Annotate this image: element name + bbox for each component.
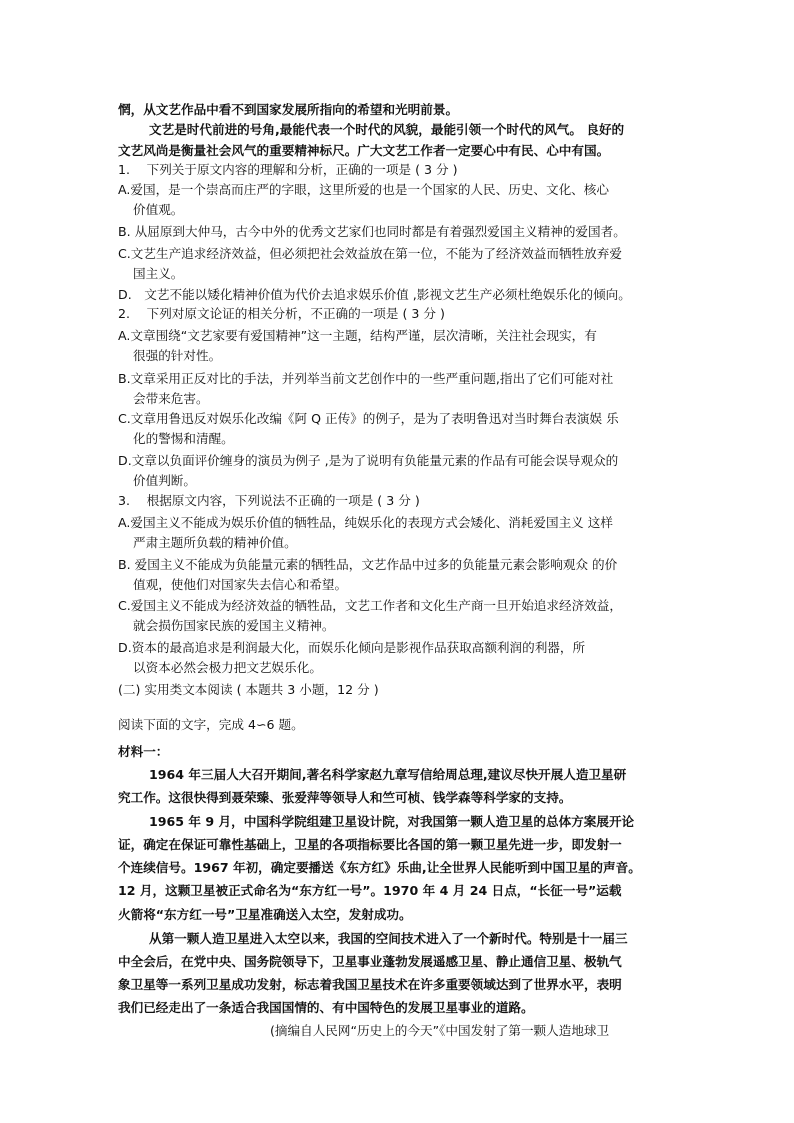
question-3-option-b: B. 爱国主义不能成为负能量元素的牺牲品，文艺作品中过多的负能量元素会影响观众 的价: [118, 557, 618, 572]
question-1-option-c: C.文艺生产追求经济效益，但必须把社会效益放在第一位，不能为了经济效益而牺牲放弃爱: [118, 246, 622, 261]
material-1-p1-line-2: 究工作。这很快得到聂荣臻、张爱萍等领导人和竺可桢、钱学森等科学家的支持。: [118, 790, 572, 805]
question-3-option-a: A.爱国主义不能成为娱乐价值的牺牲品，纯娱乐化的表现方式会矮化、消耗爱国主义 这样: [118, 515, 613, 530]
question-2-option-c: C.文章用鲁迅反对娱乐化改编《阿 Q 正传》的例子，是为了表明鲁迅对当时舞台表演娱 乐: [118, 411, 619, 426]
question-1-option-a-cont: 价值观。: [133, 202, 184, 217]
section-2-heading: (二) 实用类文本阅读 ( 本题共 3 小题，12 分 ): [118, 682, 379, 697]
question-1-option-a: A.爱国，是一个崇高而庄严的字眼，这里所爱的也是一个国家的人民、历史、文化、核心: [118, 182, 609, 197]
intro-line-2: 文艺是时代前进的号角,最能代表一个时代的风貌，最能引领一个时代的风气。 良好的: [149, 122, 625, 137]
question-3-option-d-cont: 以资本必然会极力把文艺娱乐化。: [133, 660, 322, 675]
question-3-option-c: C.爱国主义不能成为经济效益的牺牲品，文艺工作者和文化生产商一旦开始追求经济效益，: [118, 598, 622, 613]
question-3-option-a-cont: 严肃主题所负载的精神价值。: [133, 535, 297, 550]
question-1-stem: 1. 下列关于原文内容的理解和分析，正确的一项是 ( 3 分 ): [118, 162, 458, 177]
question-2-option-d: D.文章以负面评价缠身的演员为例子 ,是为了说明有负能量元素的作品有可能会误导观众的: [118, 453, 619, 468]
material-1-p2-line-3: 个连续信号。1967 年初，确定要播送《东方红》乐曲,让全世界人民能听到中国卫星的声音。: [118, 860, 641, 875]
question-2-option-c-cont: 化的警惕和清醒。: [133, 431, 234, 446]
question-3-option-b-cont: 值观，使他们对国家失去信心和希望。: [133, 577, 348, 592]
question-1-option-c-cont: 国主义。: [133, 266, 184, 281]
intro-line-3: 文艺风尚是衡量社会风气的重要精神标尺。广大文艺工作者一定要心中有民、心中有国。: [118, 143, 610, 158]
question-1-option-b: B. 从屈原到大仲马，古今中外的优秀文艺家们也同时都是有着强烈爱国主义精神的爱国者。: [118, 224, 626, 239]
question-3-option-c-cont: 就会损伤国家民族的爱国主义精神。: [133, 618, 335, 633]
intro-line-1: 惘，从文艺作品中看不到国家发展所指向的希望和光明前景。: [118, 102, 459, 117]
material-1-label: 材料一：: [118, 744, 169, 759]
question-3-option-d: D.资本的最高追求是利润最大化，而娱乐化倾向是影视作品获取高额利润的利器，所: [118, 640, 586, 655]
material-1-p3-line-1: 从第一颗人造卫星进入太空以来，我国的空间技术进入了一个新时代。特别是十一届三: [149, 931, 628, 946]
question-2-stem: 2. 下列对原文论证的相关分析，不正确的一项是 ( 3 分 ): [118, 306, 445, 321]
question-2-option-d-cont: 价值判断。: [133, 473, 196, 488]
reading-instruction: 阅读下面的文字，完成 4∽6 题。: [118, 717, 304, 732]
question-1-option-d: D. 文艺不能以矮化精神价值为代价去追求娱乐价值 ,影视文艺生产必须杜绝娱乐化的倾向。: [118, 287, 631, 302]
material-1-p2-line-2: 证，确定在保证可靠性基础上，卫星的各项指标要比各国的第一颗卫星先进一步，即发射一: [118, 837, 622, 852]
material-1-p2-line-1: 1965 年 9 月，中国科学院组建卫星设计院，对我国第一颗人造卫星的总体方案展开论: [149, 814, 635, 829]
material-1-p3-line-4: 我们已经走出了一条适合我国国情的、有中国特色的发展卫星事业的道路。: [118, 1000, 534, 1015]
question-3-stem: 3. 根据原文内容，下列说法不正确的一项是 ( 3 分 ): [118, 493, 420, 508]
material-1-p1-line-1: 1964 年三届人大召开期间,著名科学家赵九章写信给周总理,建议尽快开展人造卫星研: [149, 767, 627, 782]
question-2-option-a-cont: 很强的针对性。: [133, 348, 222, 363]
material-1-source: (摘编自人民网“历史上的今天”《中国发射了第一颗人造地球卫: [270, 1023, 610, 1038]
material-1-p3-line-2: 中全会后，在党中央、国务院领导下，卫星事业蓬勃发展遥感卫星、静止通信卫星、极轨气: [118, 954, 622, 969]
question-2-option-a: A.文章围绕“文艺家要有爱国精神”这一主题，结构严谨，层次清晰，关注社会现实，有: [118, 328, 597, 343]
material-1-p2-line-5: 火箭将“东方红一号”卫星准确送入太空，发射成功。: [118, 907, 412, 922]
material-1-p3-line-3: 象卫星等一系列卫星成功发射，标志着我国卫星技术在许多重要领域达到了世界水平，表明: [118, 977, 622, 992]
material-1-p2-line-4: 12 月，这颗卫星被正式命名为“东方红一号”。1970 年 4 月 24 日点，“长征一号”运载: [118, 883, 622, 898]
question-2-option-b-cont: 会带来危害。: [133, 391, 209, 406]
question-2-option-b: B.文章采用正反对比的手法，并列举当前文艺创作中的一些严重问题,指出了它们可能对社: [118, 371, 614, 386]
